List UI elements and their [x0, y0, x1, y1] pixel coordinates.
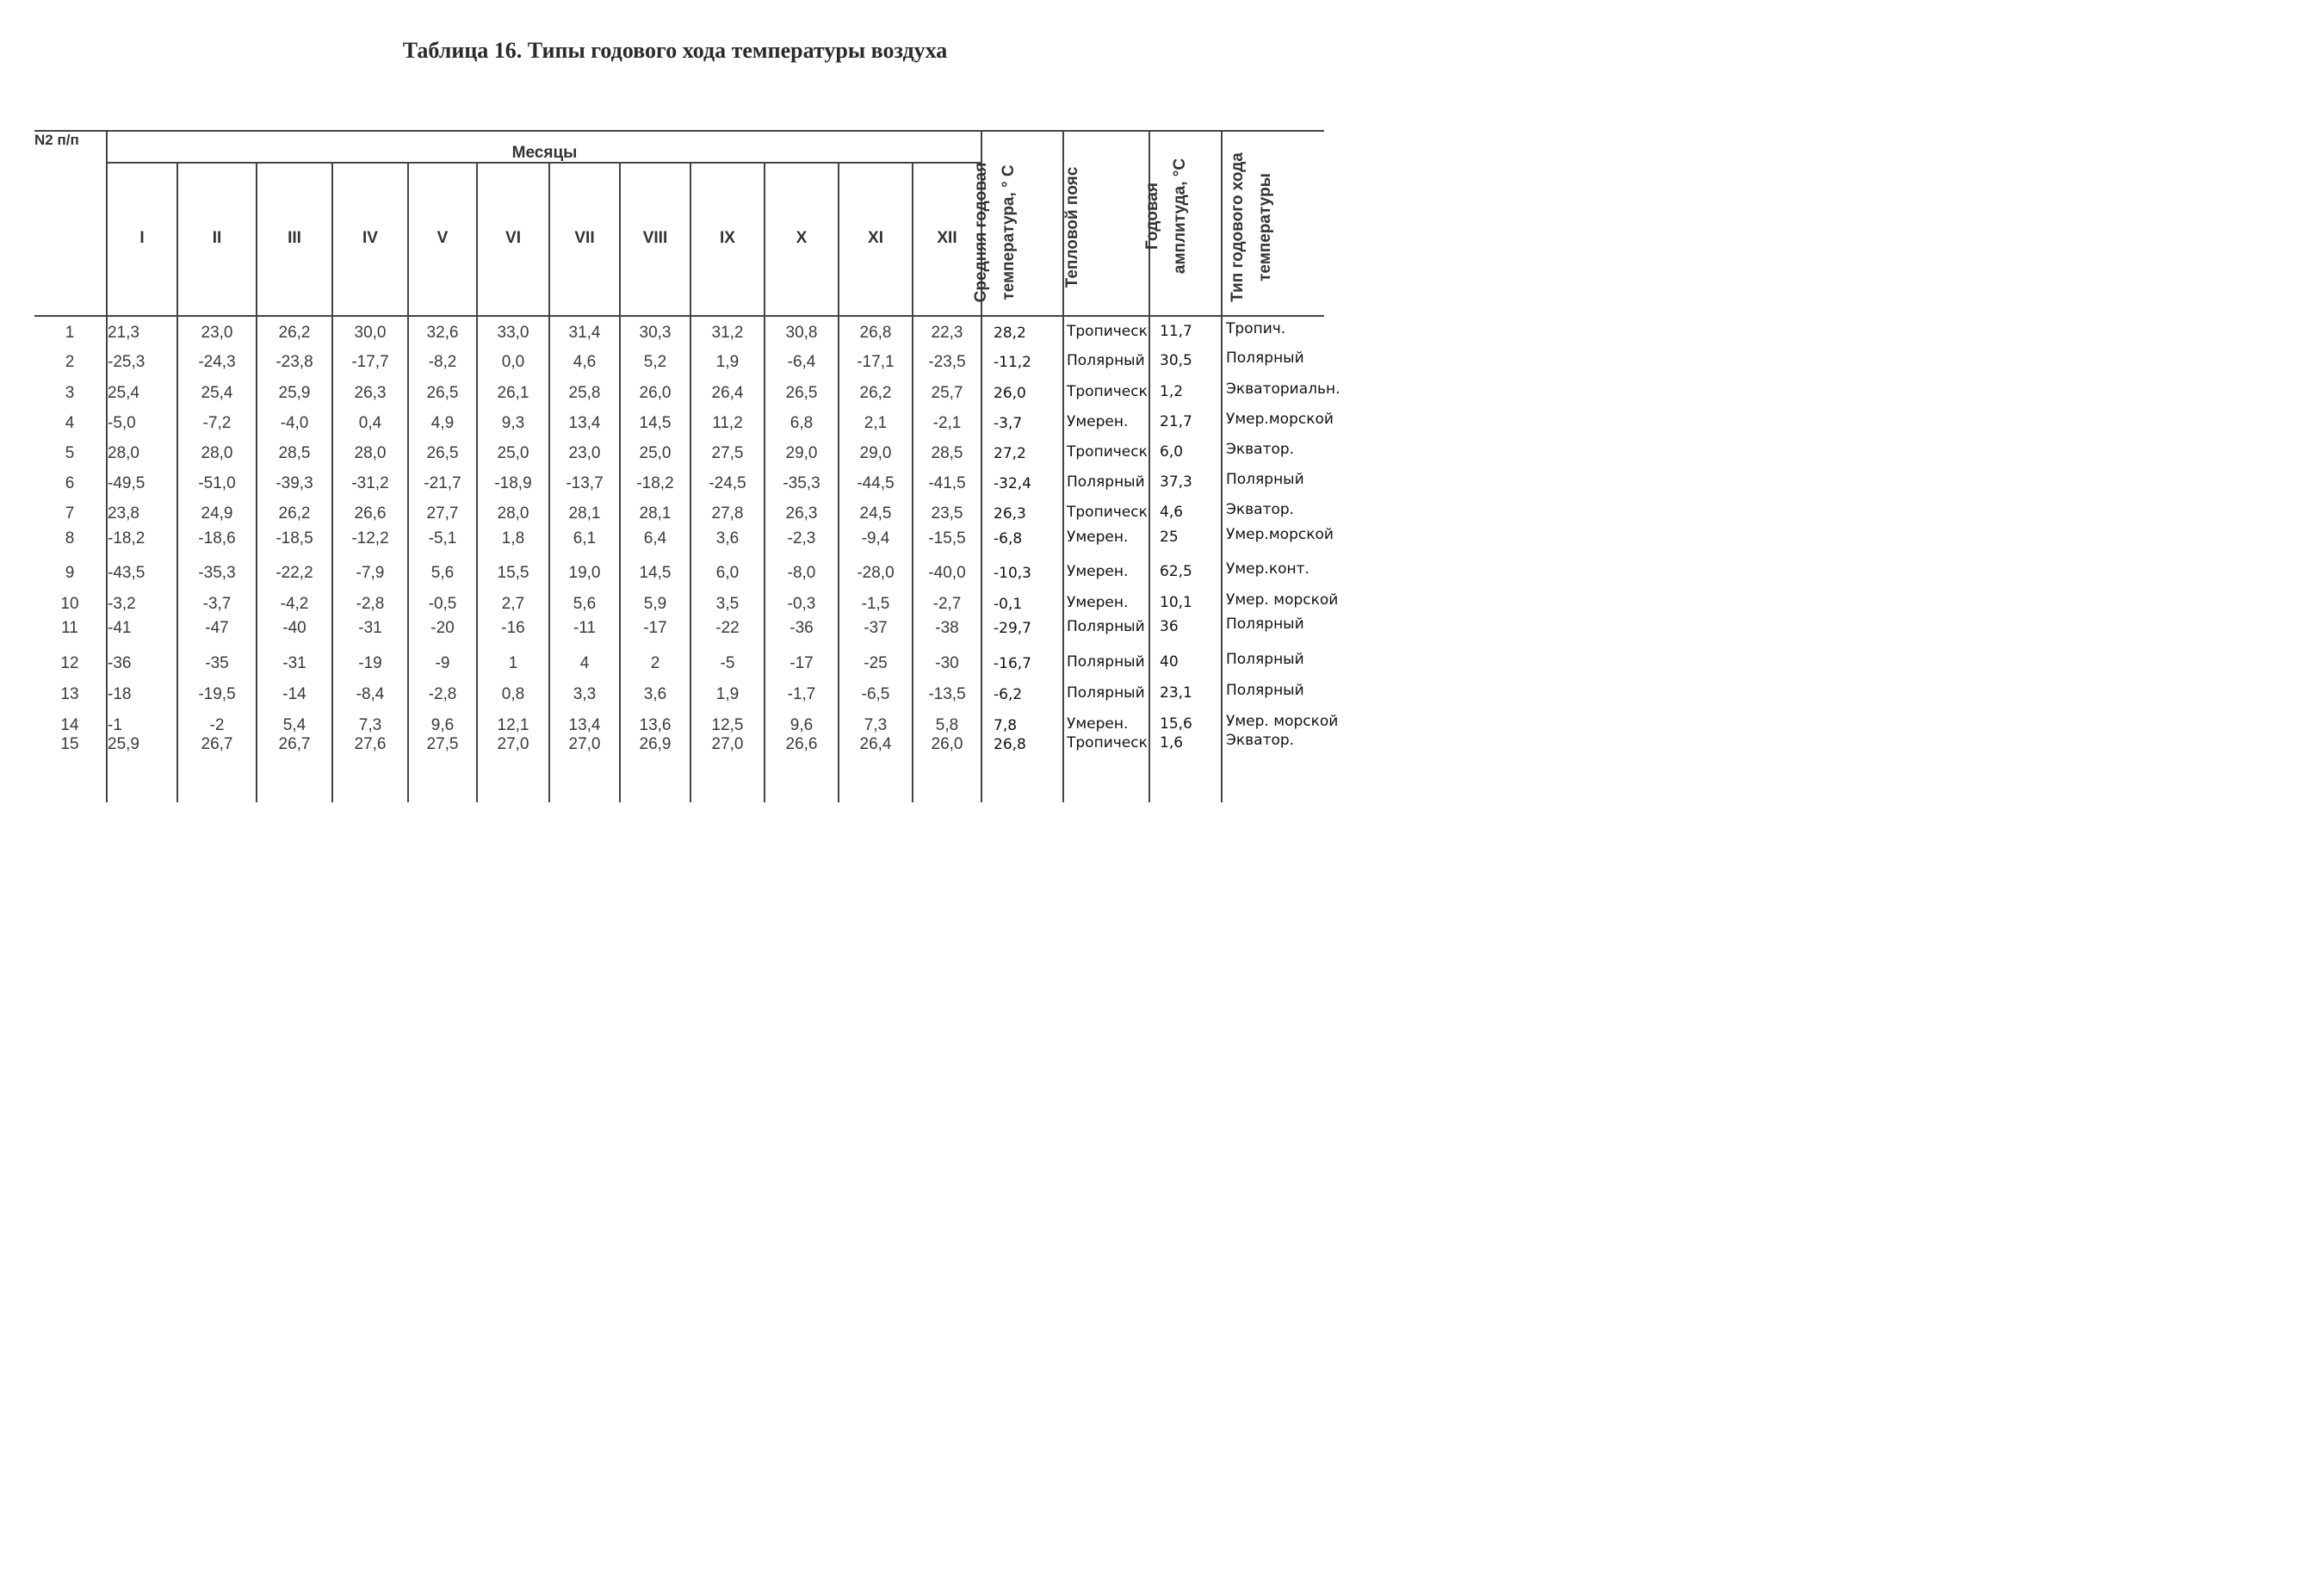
- month-value: -9: [435, 654, 450, 672]
- month-value: -31,2: [351, 474, 389, 492]
- month-value: 14,5: [639, 564, 672, 582]
- belt-header: [1059, 150, 1090, 305]
- month-value: 6,8: [789, 414, 814, 432]
- belt-value: Умерен.: [1067, 529, 1129, 546]
- amplitude-value: 10,1: [1160, 594, 1192, 611]
- month-value: 28,5: [931, 444, 963, 462]
- course-type-value: Полярный: [1226, 616, 1304, 633]
- month-value: -44,5: [857, 474, 895, 492]
- avg-temp-value: 26,3: [994, 505, 1026, 523]
- month-value: 23,0: [201, 324, 233, 342]
- month-value: 31,4: [568, 324, 601, 342]
- month-value: 26,1: [497, 384, 529, 402]
- row-number: 7: [65, 504, 75, 523]
- month-value: -37: [864, 619, 888, 637]
- amplitude-value: 15,6: [1160, 715, 1192, 733]
- month-value: -24,5: [709, 474, 746, 492]
- month-value: 13,6: [639, 716, 672, 734]
- avg-temp-value: 27,2: [994, 445, 1026, 462]
- month-value: -2,3: [787, 529, 816, 547]
- month-header-4: IV: [362, 229, 378, 247]
- month-value: 30,3: [639, 324, 672, 342]
- month-value: 26,7: [201, 735, 233, 753]
- month-value: 31,2: [711, 324, 744, 342]
- amplitude-value: 4,6: [1160, 504, 1184, 521]
- month-value: 26,8: [859, 324, 892, 342]
- month-value: 3,5: [715, 595, 740, 613]
- belt-value: Полярный: [1067, 653, 1145, 671]
- month-value: -39,3: [276, 474, 313, 492]
- month-value: 26,7: [278, 735, 311, 753]
- month-value: -2,1: [932, 414, 962, 432]
- month-value: -41,5: [928, 474, 966, 492]
- month-value: 25,4: [201, 384, 233, 402]
- belt-value: Тропическ: [1067, 383, 1148, 400]
- month-value: 14,5: [639, 414, 672, 432]
- avg-temp-value: -3,7: [994, 415, 1023, 432]
- month-value: 25,4: [108, 384, 139, 402]
- month-value: 26,4: [859, 735, 892, 753]
- month-value: -13,5: [928, 685, 966, 703]
- month-value: 25,0: [497, 444, 529, 462]
- month-value: 26,5: [426, 384, 459, 402]
- month-header-9: IX: [720, 229, 735, 247]
- month-value: 0,0: [501, 353, 525, 371]
- row-number: 15: [60, 735, 79, 753]
- course-type-header-line1: Тип годового хода: [1229, 152, 1247, 302]
- amplitude-value: 62,5: [1160, 563, 1192, 580]
- month-value: -15,5: [928, 529, 966, 547]
- month-value: 27,5: [426, 735, 459, 753]
- month-value: 23,8: [108, 504, 139, 523]
- month-header-5: V: [436, 229, 449, 247]
- month-value: 7,3: [358, 716, 382, 734]
- month-value: 9,3: [501, 414, 525, 432]
- month-value: -9,4: [861, 529, 890, 547]
- row-number-header: N2 п/п: [34, 132, 79, 148]
- month-value: -4,2: [280, 595, 309, 613]
- month-value: 4,6: [573, 353, 597, 371]
- month-value: 28,1: [568, 504, 601, 523]
- month-value: -7,9: [356, 564, 385, 582]
- course-type-value: Экватор.: [1226, 501, 1295, 518]
- month-value: -19: [358, 654, 382, 672]
- month-value: -1,5: [861, 595, 890, 613]
- month-value: 26,2: [278, 504, 311, 523]
- month-value: -18,2: [636, 474, 674, 492]
- row-number: 8: [65, 529, 75, 547]
- month-value: 28,0: [201, 444, 233, 462]
- course-type-value: Экваториальн.: [1226, 380, 1340, 398]
- amplitude-value: 6,0: [1160, 443, 1184, 461]
- month-value: -35,3: [783, 474, 820, 492]
- month-value: -2,7: [932, 595, 962, 613]
- row-number: 12: [60, 654, 79, 672]
- month-value: 13,4: [568, 414, 601, 432]
- course-type-value: Тропич.: [1226, 320, 1286, 337]
- course-type-value: Умер.морской: [1226, 411, 1334, 428]
- course-type-value: Экватор.: [1226, 441, 1295, 458]
- month-value: 22,3: [931, 324, 963, 342]
- belt-value: Тропическ: [1067, 443, 1148, 461]
- month-value: -2,8: [356, 595, 385, 613]
- month-value: 5,2: [643, 353, 667, 371]
- course-type-value: Умер.морской: [1226, 526, 1334, 543]
- month-value: 1,9: [715, 685, 740, 703]
- month-value: 6,4: [643, 529, 667, 547]
- month-value: 12,1: [497, 716, 529, 734]
- amplitude-value: 25: [1160, 529, 1179, 546]
- course-type-value: Умер.конт.: [1226, 560, 1309, 578]
- month-value: -5,0: [108, 414, 136, 432]
- avg-temp-header-line1: Средняя годовая: [972, 162, 990, 303]
- month-value: 25,8: [568, 384, 601, 402]
- month-value: 23,5: [931, 504, 963, 523]
- month-value: 11,2: [712, 414, 743, 432]
- course-type-value: Умер. морской: [1226, 713, 1339, 730]
- row-number: 14: [60, 716, 79, 734]
- month-value: 2,1: [864, 414, 888, 432]
- avg-temp-header: [968, 155, 1043, 310]
- month-value: -5: [720, 654, 735, 672]
- belt-value: Умерен.: [1067, 715, 1129, 733]
- month-value: 26,4: [711, 384, 744, 402]
- row-number: 10: [60, 595, 79, 613]
- month-value: -1,7: [787, 685, 816, 703]
- month-value: 25,9: [278, 384, 311, 402]
- month-value: -20: [430, 619, 455, 637]
- month-value: 27,0: [497, 735, 529, 753]
- avg-temp-value: -29,7: [994, 620, 1031, 637]
- row-number: 3: [65, 384, 75, 402]
- month-value: 26,5: [785, 384, 818, 402]
- month-value: 26,9: [639, 735, 672, 753]
- course-type-value: Экватор.: [1226, 732, 1295, 749]
- month-value: -40: [282, 619, 306, 637]
- month-header-8: VIII: [642, 229, 668, 247]
- month-value: 15,5: [497, 564, 529, 582]
- month-value: 23,0: [568, 444, 601, 462]
- month-value: -6,4: [787, 353, 816, 371]
- month-value: 28,5: [278, 444, 311, 462]
- month-value: -17: [789, 654, 814, 672]
- month-value: 9,6: [430, 716, 455, 734]
- month-value: -18,2: [108, 529, 145, 547]
- month-value: -4,0: [280, 414, 309, 432]
- month-value: -18,5: [276, 529, 313, 547]
- month-value: -0,3: [787, 595, 816, 613]
- document-page: [0, 0, 1350, 926]
- month-value: 32,6: [426, 324, 459, 342]
- month-value: -35,3: [198, 564, 236, 582]
- belt-value: Полярный: [1067, 618, 1145, 635]
- month-value: -18,6: [198, 529, 236, 547]
- avg-temp-value: 7,8: [994, 717, 1018, 734]
- month-value: -49,5: [108, 474, 145, 492]
- month-value: -1: [108, 716, 122, 734]
- month-value: -24,3: [198, 353, 236, 371]
- course-type-value: Полярный: [1226, 471, 1304, 488]
- amplitude-value: 21,7: [1160, 413, 1192, 430]
- month-value: 5,9: [643, 595, 667, 613]
- amplitude-value: 23,1: [1160, 684, 1192, 702]
- month-value: -8,4: [356, 685, 385, 703]
- month-value: 6,1: [573, 529, 597, 547]
- belt-value: Полярный: [1067, 473, 1145, 491]
- month-value: -22,2: [276, 564, 313, 582]
- belt-value: Тропическ: [1067, 504, 1148, 521]
- month-value: 27,0: [568, 735, 601, 753]
- month-value: -18: [108, 685, 132, 703]
- month-header-11: XI: [868, 229, 883, 247]
- avg-temp-value: -11,2: [994, 354, 1031, 371]
- month-value: 19,0: [568, 564, 601, 582]
- avg-temp-value: -32,4: [994, 475, 1031, 492]
- month-value: -8,0: [787, 564, 816, 582]
- month-value: -7,2: [202, 414, 232, 432]
- month-value: 4: [579, 654, 590, 672]
- month-value: -6,5: [861, 685, 890, 703]
- month-value: 25,9: [108, 735, 139, 753]
- month-value: -51,0: [198, 474, 236, 492]
- month-value: 29,0: [785, 444, 818, 462]
- month-value: -38: [935, 619, 959, 637]
- month-value: -17,7: [351, 353, 389, 371]
- avg-temp-value: -6,2: [994, 686, 1023, 703]
- row-number: 11: [61, 619, 78, 637]
- month-header-2: II: [212, 229, 222, 247]
- month-value: -2: [209, 716, 225, 734]
- month-value: 24,5: [859, 504, 892, 523]
- month-header-10: X: [796, 229, 808, 247]
- month-value: 2,7: [501, 595, 525, 613]
- month-header-6: VI: [505, 229, 521, 247]
- row-number: 4: [65, 414, 75, 432]
- month-value: -23,8: [276, 353, 313, 371]
- month-value: -3,7: [202, 595, 232, 613]
- month-value: -43,5: [108, 564, 145, 582]
- month-value: 26,2: [859, 384, 892, 402]
- table-grid-lines: [0, 0, 1350, 926]
- month-value: 5,6: [573, 595, 597, 613]
- amplitude-value: 30,5: [1160, 352, 1192, 369]
- month-value: -0,5: [428, 595, 457, 613]
- month-header-3: III: [288, 229, 301, 247]
- avg-temp-value: 26,8: [994, 736, 1026, 753]
- amplitude-value: 11,7: [1160, 323, 1192, 340]
- month-value: -22: [715, 619, 740, 637]
- belt-value: Полярный: [1067, 684, 1145, 702]
- month-value: -19,5: [198, 685, 236, 703]
- month-value: 2: [650, 654, 660, 672]
- course-type-value: Полярный: [1226, 682, 1304, 699]
- amplitude-header: [1139, 152, 1199, 281]
- amplitude-header-line2: амплитуда, °С: [1171, 158, 1189, 275]
- course-type-value: Умер. морской: [1226, 591, 1339, 609]
- month-value: 1: [508, 654, 518, 672]
- belt-value: Умерен.: [1067, 413, 1129, 430]
- month-value: 26,3: [354, 384, 387, 402]
- month-value: 29,0: [859, 444, 892, 462]
- month-value: 25,0: [639, 444, 672, 462]
- month-value: 7,3: [864, 716, 888, 734]
- month-value: 1,8: [501, 529, 525, 547]
- month-value: -23,5: [928, 353, 966, 371]
- course-type-header: [1224, 141, 1290, 313]
- month-value: 33,0: [497, 324, 529, 342]
- month-header-7: VII: [574, 229, 595, 247]
- month-value: 21,3: [108, 324, 139, 342]
- month-value: 5,4: [282, 716, 306, 734]
- month-value: 1,9: [715, 353, 740, 371]
- month-value: 25,7: [931, 384, 963, 402]
- month-value: 27,5: [711, 444, 744, 462]
- month-value: 3,6: [643, 685, 667, 703]
- month-value: 28,1: [639, 504, 672, 523]
- amplitude-value: 37,3: [1160, 473, 1192, 491]
- belt-value: Тропическ: [1067, 734, 1148, 752]
- belt-value: Умерен.: [1067, 594, 1129, 611]
- row-number: 13: [60, 685, 79, 703]
- row-number: 5: [65, 444, 75, 462]
- month-value: 12,5: [711, 716, 744, 734]
- belt-value: Умерен.: [1067, 563, 1129, 580]
- month-value: 30,0: [354, 324, 387, 342]
- month-value: -17: [643, 619, 667, 637]
- table-title: Таблица 16. Типы годового хода температуры воздуха: [402, 38, 948, 63]
- avg-temp-value: -16,7: [994, 655, 1031, 672]
- months-header: Месяцы: [511, 144, 578, 162]
- month-value: 26,0: [639, 384, 672, 402]
- month-value: -5,1: [428, 529, 457, 547]
- month-value: 9,6: [789, 716, 814, 734]
- month-value: 3,6: [715, 529, 740, 547]
- course-type-value: Полярный: [1226, 350, 1304, 367]
- month-value: -31: [282, 654, 306, 672]
- month-value: -47: [205, 619, 229, 637]
- month-value: -30: [935, 654, 959, 672]
- month-value: -40,0: [928, 564, 966, 582]
- month-value: -41: [108, 619, 132, 637]
- month-value: -2,8: [428, 685, 457, 703]
- row-number: 6: [65, 474, 75, 492]
- month-value: -11: [573, 619, 597, 637]
- month-value: 26,6: [785, 735, 818, 753]
- month-value: 26,6: [354, 504, 387, 523]
- course-type-value: Полярный: [1226, 651, 1304, 668]
- avg-temp-header-line2: температура, ° С: [1000, 164, 1018, 300]
- month-value: 0,4: [358, 414, 382, 432]
- month-value: 4,9: [430, 414, 455, 432]
- month-value: -18,9: [494, 474, 532, 492]
- row-number: 9: [65, 564, 75, 582]
- amplitude-value: 1,2: [1160, 383, 1184, 400]
- month-value: 0,8: [501, 685, 525, 703]
- month-value: 5,8: [935, 716, 959, 734]
- month-value: 13,4: [568, 716, 601, 734]
- avg-temp-value: -0,1: [994, 596, 1023, 613]
- month-value: 26,3: [785, 504, 818, 523]
- month-value: -3,2: [108, 595, 136, 613]
- month-value: -25: [864, 654, 888, 672]
- month-value: 30,8: [785, 324, 818, 342]
- month-value: 27,0: [711, 735, 744, 753]
- avg-temp-value: -10,3: [994, 565, 1031, 582]
- month-value: -31: [358, 619, 382, 637]
- month-value: 27,7: [426, 504, 459, 523]
- month-value: -12,2: [351, 529, 389, 547]
- month-value: -16: [501, 619, 525, 637]
- amplitude-value: 36: [1160, 618, 1179, 635]
- month-value: 3,3: [573, 685, 597, 703]
- month-value: 26,5: [426, 444, 459, 462]
- month-value: 6,0: [715, 564, 740, 582]
- amplitude-value: 40: [1160, 653, 1179, 671]
- month-value: -8,2: [428, 353, 457, 371]
- avg-temp-value: 26,0: [994, 385, 1026, 402]
- amplitude-header-line1: Годовая: [1143, 182, 1161, 250]
- month-value: 24,9: [201, 504, 233, 523]
- amplitude-value: 1,6: [1160, 734, 1184, 752]
- month-value: -13,7: [566, 474, 604, 492]
- month-value: 27,8: [711, 504, 744, 523]
- month-value: -28,0: [857, 564, 895, 582]
- avg-temp-value: 28,2: [994, 325, 1026, 342]
- month-value: -21,7: [424, 474, 461, 492]
- month-value: -35: [205, 654, 229, 672]
- month-value: 26,0: [931, 735, 963, 753]
- month-value: -14: [282, 685, 306, 703]
- belt-value: Тропическ: [1067, 323, 1148, 340]
- month-header-1: I: [139, 229, 145, 247]
- row-number: 1: [65, 324, 75, 342]
- belt-header-text: Тепловой пояс: [1063, 166, 1081, 288]
- course-type-header-line2: температуры: [1256, 173, 1274, 281]
- month-value: -36: [789, 619, 814, 637]
- month-value: 28,0: [497, 504, 529, 523]
- month-header-12: XII: [937, 229, 957, 247]
- month-value: -25,3: [108, 353, 145, 371]
- month-value: 5,6: [430, 564, 455, 582]
- month-value: 28,0: [354, 444, 387, 462]
- month-value: 26,2: [278, 324, 311, 342]
- avg-temp-value: -6,8: [994, 530, 1023, 547]
- row-number: 2: [65, 353, 75, 371]
- month-value: 27,6: [354, 735, 387, 753]
- month-value: -17,1: [857, 353, 895, 371]
- month-value: -36: [108, 654, 132, 672]
- belt-value: Полярный: [1067, 352, 1145, 369]
- month-value: 28,0: [108, 444, 139, 462]
